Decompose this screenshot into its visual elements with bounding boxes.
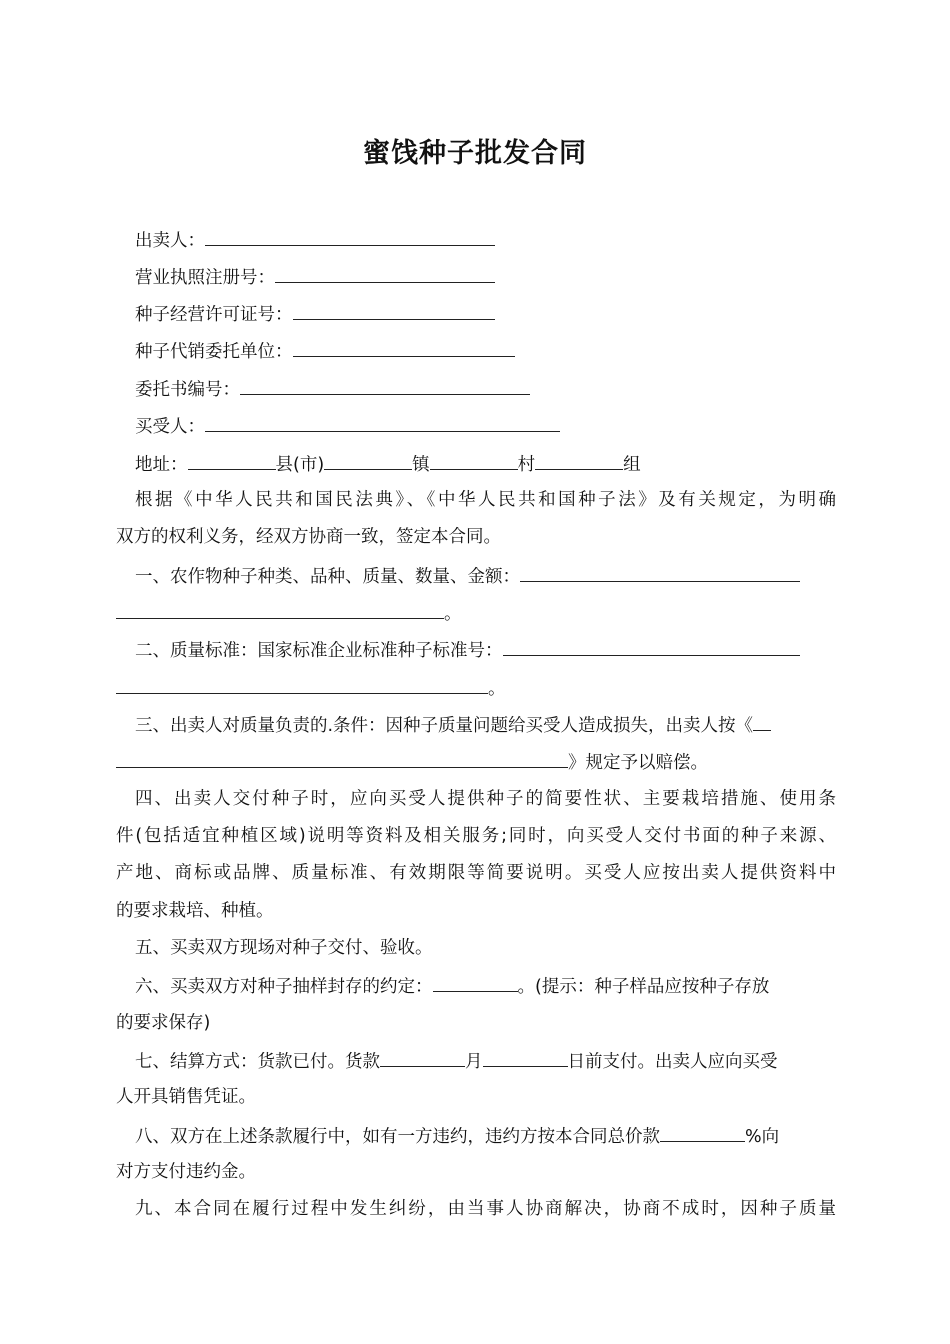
town-blank[interactable] <box>324 451 412 470</box>
clause-7-prefix: 七、结算方式：货款已付。货款 <box>135 1052 380 1072</box>
intro-line-1: 根据《中华人民共和国民法典》、《中华人民共和国种子法》及有关规定，为明确 <box>135 490 836 510</box>
clause-8-line-2: 对方支付违约金。 <box>116 1162 256 1182</box>
clause-8-suffix: %向 <box>745 1127 780 1147</box>
seller-label: 出卖人： <box>135 231 205 251</box>
county-label: 县(市) <box>275 455 325 475</box>
clause-1-end: 。 <box>444 604 462 624</box>
clause-2-blank-b[interactable] <box>116 675 488 694</box>
address-label: 地址： <box>135 455 188 475</box>
clause-2-text: 二、质量标准：国家标准企业标准种子标准号： <box>135 641 503 661</box>
entrust-no-label: 委托书编号： <box>135 380 240 400</box>
seller-field <box>135 227 836 253</box>
agent-unit-blank[interactable] <box>293 338 515 357</box>
clause-4-line-4: 的要求栽培、种植。 <box>116 901 274 921</box>
seller-blank[interactable] <box>205 227 495 246</box>
clause-5: 五、买卖双方现场对种子交付、验收。 <box>135 938 433 958</box>
entrust-no-blank[interactable] <box>240 376 530 395</box>
clause-7-day-blank[interactable] <box>483 1048 568 1067</box>
clause-2-blank-a[interactable] <box>503 637 800 656</box>
clause-6-prefix: 六、买卖双方对种子抽样封存的约定： <box>135 977 433 997</box>
buyer-label: 买受人： <box>135 417 205 437</box>
intro-line-2: 双方的权利义务，经双方协商一致，签定本合同。 <box>116 527 501 547</box>
clause-2-line-2 <box>116 675 836 701</box>
clause-7-suffix: 日前支付。出卖人应向买受 <box>567 1052 778 1072</box>
town-label: 镇 <box>412 455 430 475</box>
clause-9-line-1: 九、本合同在履行过程中发生纠纷，由当事人协商解决，协商不成时，因种子质量 <box>135 1199 836 1219</box>
county-blank[interactable] <box>188 451 276 470</box>
clause-3-line-2 <box>116 749 836 775</box>
address-field <box>135 451 836 477</box>
group-label: 组 <box>623 455 641 475</box>
clause-3-blank-b[interactable] <box>116 749 568 768</box>
group-blank[interactable] <box>535 451 623 470</box>
clause-6-suffix: 。(提示：种子样品应按种子存放 <box>517 977 770 997</box>
license-label: 营业执照注册号： <box>135 268 275 288</box>
clause-7-month: 月 <box>465 1052 483 1072</box>
clause-1-text: 一、农作物种子种类、品种、质量、数量、金额： <box>135 567 520 587</box>
clause-8-prefix: 八、双方在上述条款履行中，如有一方违约，违约方按本合同总价款 <box>135 1127 660 1147</box>
clause-1-line-2 <box>116 600 836 626</box>
seed-permit-label: 种子经营许可证号： <box>135 305 293 325</box>
village-label: 村 <box>517 455 536 475</box>
village-blank[interactable] <box>430 451 518 470</box>
clause-1-blank-b[interactable] <box>116 600 444 619</box>
clause-1-blank-a[interactable] <box>520 563 800 582</box>
license-field <box>135 264 836 290</box>
clause-6-blank[interactable] <box>433 973 518 992</box>
buyer-blank[interactable] <box>205 413 560 432</box>
clause-4-line-3: 产地、商标或品牌、质量标准、有效期限等简要说明。买受人应按出卖人提供资料中 <box>116 863 836 883</box>
seed-permit-blank[interactable] <box>293 301 495 320</box>
clause-3-blank-a[interactable] <box>753 712 771 731</box>
clause-6-line-1 <box>135 973 836 999</box>
clause-7-line-1 <box>135 1048 836 1074</box>
license-blank[interactable] <box>275 264 495 283</box>
agent-unit-label: 种子代销委托单位： <box>135 342 293 362</box>
clause-3-end: 》规定予以赔偿。 <box>568 753 708 773</box>
buyer-field <box>135 413 836 439</box>
clause-2-end: 。 <box>488 679 506 699</box>
clause-6-line-2: 的要求保存) <box>116 1013 211 1033</box>
clause-3-text: 三、出卖人对质量负责的.条件：因种子质量问题给买受人造成损失，出卖人按《 <box>135 716 754 736</box>
clause-7-line-2: 人开具销售凭证。 <box>116 1087 256 1107</box>
clause-4-line-1: 四、出卖人交付种子时，应向买受人提供种子的简要性状、主要栽培措施、使用条 <box>135 789 836 809</box>
clause-8-blank[interactable] <box>660 1123 745 1142</box>
clause-2-line-1 <box>135 637 836 663</box>
document-title: 蜜饯种子批发合同 <box>363 138 587 169</box>
clause-7-month-blank[interactable] <box>380 1048 465 1067</box>
clause-1-line-1 <box>135 563 836 589</box>
entrust-no-field <box>135 376 836 402</box>
clause-8-line-1 <box>135 1123 836 1149</box>
clause-4-line-2: 件(包括适宜种植区域)说明等资料及相关服务;同时，向买受人交付书面的种子来源、 <box>116 826 836 846</box>
agent-unit-field <box>135 338 836 364</box>
clause-3-line-1 <box>135 712 836 738</box>
seed-permit-field <box>135 301 836 327</box>
